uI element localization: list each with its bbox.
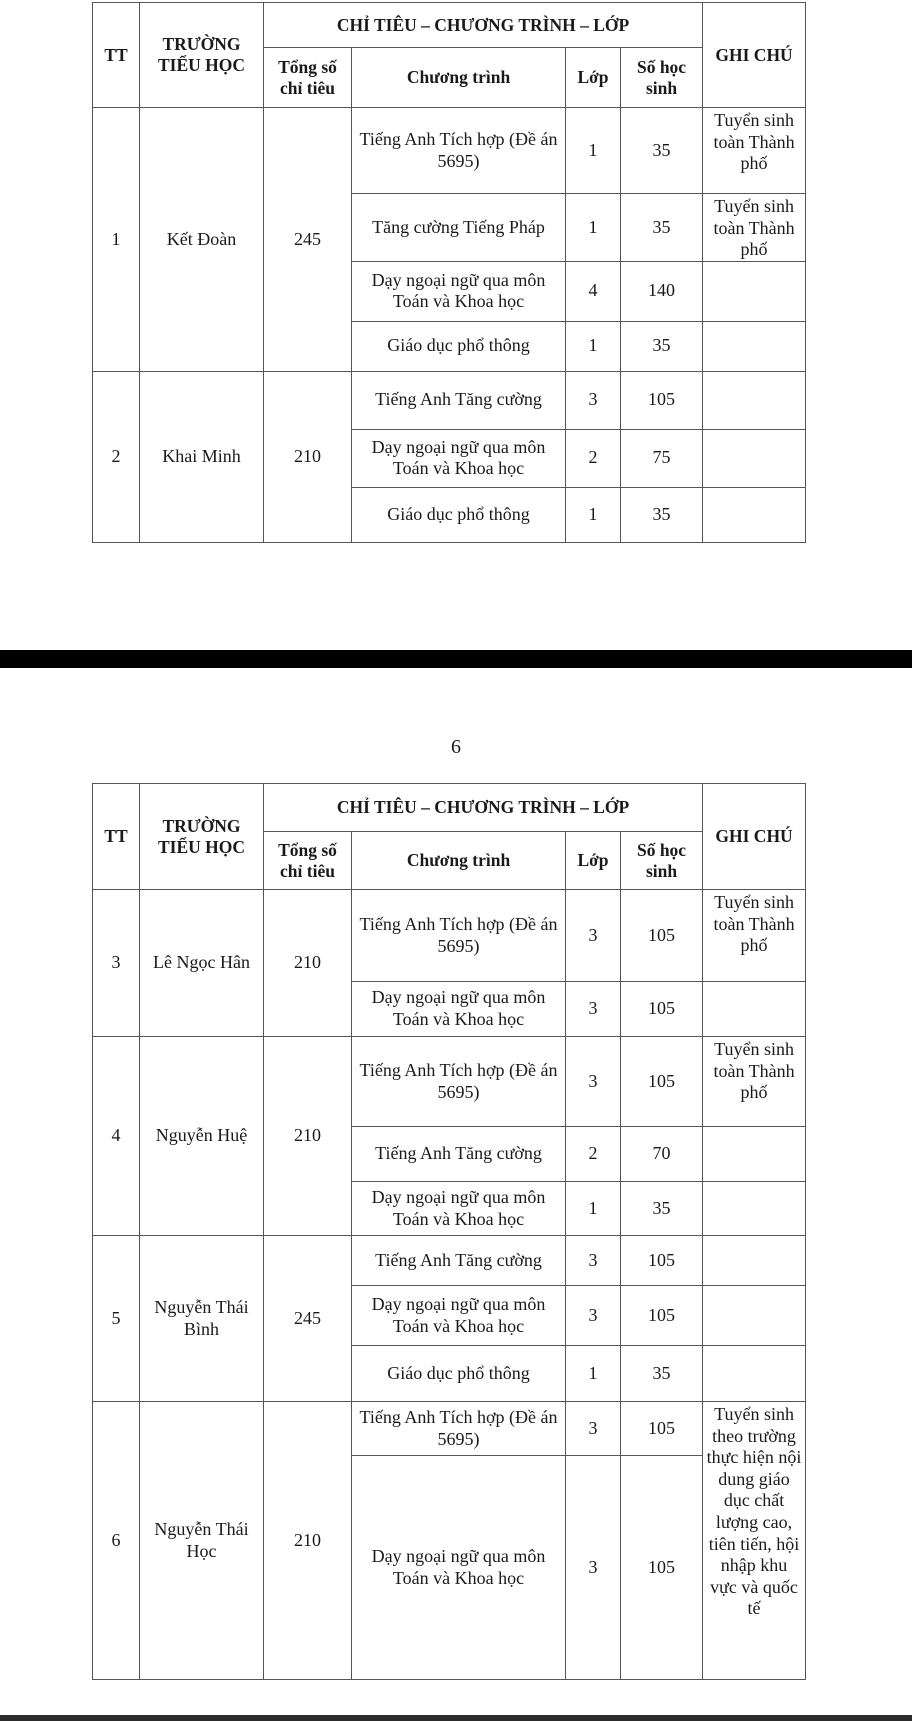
header-school: TRƯỜNG TIỂU HỌC [140,784,264,890]
school-name: Khai Minh [140,371,264,542]
student-count: 105 [621,1286,703,1346]
school-number: 1 [93,108,140,372]
note [703,371,806,429]
class-count: 3 [566,890,621,982]
quota-table-1 [92,2,806,543]
note [703,1127,806,1182]
program-name: Tiếng Anh Tăng cường [352,1127,566,1182]
class-count: 1 [566,321,621,371]
page-number: 6 [451,736,461,758]
header-classes: Lớp [566,48,621,108]
student-count: 105 [621,1402,703,1456]
program-name: Dạy ngoại ngữ qua môn Toán và Khoa học [352,982,566,1037]
total-quota: 210 [264,371,352,542]
header-group: CHỈ TIÊU – CHƯƠNG TRÌNH – LỚP [264,784,703,832]
program-name: Tiếng Anh Tăng cường [352,371,566,429]
header-row [93,784,806,832]
school-name: Nguyễn Huệ [140,1037,264,1236]
school-number: 6 [93,1402,140,1680]
header-program: Chương trình [352,48,566,108]
header-note: GHI CHÚ [703,3,806,108]
program-name: Tiếng Anh Tích hợp (Đề án 5695) [352,1037,566,1127]
header-students: Số học sinh [621,832,703,890]
note: Tuyển sinh toàn Thành phố [703,1037,806,1127]
page-separator [0,650,912,668]
program-name: Tiếng Anh Tăng cường [352,1236,566,1286]
student-count: 105 [621,1037,703,1127]
table-row [93,1037,806,1127]
class-count: 1 [566,487,621,542]
class-count: 2 [566,1127,621,1182]
class-count: 3 [566,982,621,1037]
program-name: Dạy ngoại ngữ qua môn Toán và Khoa học [352,1286,566,1346]
student-count: 35 [621,194,703,262]
student-count: 105 [621,982,703,1037]
student-count: 35 [621,321,703,371]
program-name: Dạy ngoại ngữ qua môn Toán và Khoa học [352,1456,566,1680]
note [703,1346,806,1402]
program-name: Tăng cường Tiếng Pháp [352,194,566,262]
total-quota: 210 [264,1037,352,1236]
student-count: 105 [621,890,703,982]
note [703,1182,806,1236]
program-name: Tiếng Anh Tích hợp (Đề án 5695) [352,890,566,982]
total-quota: 245 [264,1236,352,1402]
class-count: 1 [566,108,621,194]
bottom-edge-bar [0,1715,912,1721]
class-count: 3 [566,1456,621,1680]
school-number: 3 [93,890,140,1037]
program-name: Dạy ngoại ngữ qua môn Toán và Khoa học [352,429,566,487]
program-name: Tiếng Anh Tích hợp (Đề án 5695) [352,1402,566,1456]
total-quota: 210 [264,1402,352,1680]
student-count: 105 [621,1456,703,1680]
total-quota: 245 [264,108,352,372]
program-name: Giáo dục phổ thông [352,1346,566,1402]
note [703,487,806,542]
student-count: 70 [621,1127,703,1182]
class-count: 3 [566,1402,621,1456]
class-count: 3 [566,371,621,429]
note [703,1236,806,1286]
student-count: 35 [621,1346,703,1402]
student-count: 35 [621,487,703,542]
table-row [93,371,806,429]
header-total: Tổng số chỉ tiêu [264,48,352,108]
note [703,321,806,371]
class-count: 3 [566,1286,621,1346]
note [703,429,806,487]
header-school: TRƯỜNG TIỂU HỌC [140,3,264,108]
header-note: GHI CHÚ [703,784,806,890]
header-row [93,3,806,48]
class-count: 1 [566,1182,621,1236]
student-count: 75 [621,429,703,487]
header-classes: Lớp [566,832,621,890]
total-quota: 210 [264,890,352,1037]
document-page-bottom [0,668,912,1721]
class-count: 3 [566,1037,621,1127]
program-name: Giáo dục phổ thông [352,321,566,371]
class-count: 1 [566,194,621,262]
table-row [93,108,806,194]
quota-table-2 [92,783,806,1680]
header-tt: TT [93,3,140,108]
student-count: 35 [621,108,703,194]
table-row [93,1236,806,1286]
note [703,982,806,1037]
note: Tuyển sinh toàn Thành phố [703,194,806,262]
program-name: Tiếng Anh Tích hợp (Đề án 5695) [352,108,566,194]
school-number: 2 [93,371,140,542]
note [703,261,806,321]
program-name: Giáo dục phổ thông [352,487,566,542]
student-count: 140 [621,261,703,321]
table-row [93,890,806,982]
header-group: CHỈ TIÊU – CHƯƠNG TRÌNH – LỚP [264,3,703,48]
program-name: Dạy ngoại ngữ qua môn Toán và Khoa học [352,261,566,321]
header-tt: TT [93,784,140,890]
header-students: Số học sinh [621,48,703,108]
school-number: 4 [93,1037,140,1236]
note [703,1286,806,1346]
note: Tuyển sinh toàn Thành phố [703,108,806,194]
school-name: Lê Ngọc Hân [140,890,264,1037]
student-count: 105 [621,371,703,429]
table-row [93,1402,806,1456]
student-count: 35 [621,1182,703,1236]
school-name: Kết Đoàn [140,108,264,372]
note: Tuyển sinh theo trường thực hiện nội dung giáo dục chất lượng cao, tiên tiến, hội nhập khu vực và quốc tế [703,1402,806,1680]
class-count: 2 [566,429,621,487]
note: Tuyển sinh toàn Thành phố [703,890,806,982]
school-number: 5 [93,1236,140,1402]
document-page-top [0,0,912,650]
school-name: Nguyễn Thái Bình [140,1236,264,1402]
class-count: 1 [566,1346,621,1402]
class-count: 3 [566,1236,621,1286]
header-program: Chương trình [352,832,566,890]
header-total: Tổng số chỉ tiêu [264,832,352,890]
class-count: 4 [566,261,621,321]
program-name: Dạy ngoại ngữ qua môn Toán và Khoa học [352,1182,566,1236]
student-count: 105 [621,1236,703,1286]
school-name: Nguyễn Thái Học [140,1402,264,1680]
